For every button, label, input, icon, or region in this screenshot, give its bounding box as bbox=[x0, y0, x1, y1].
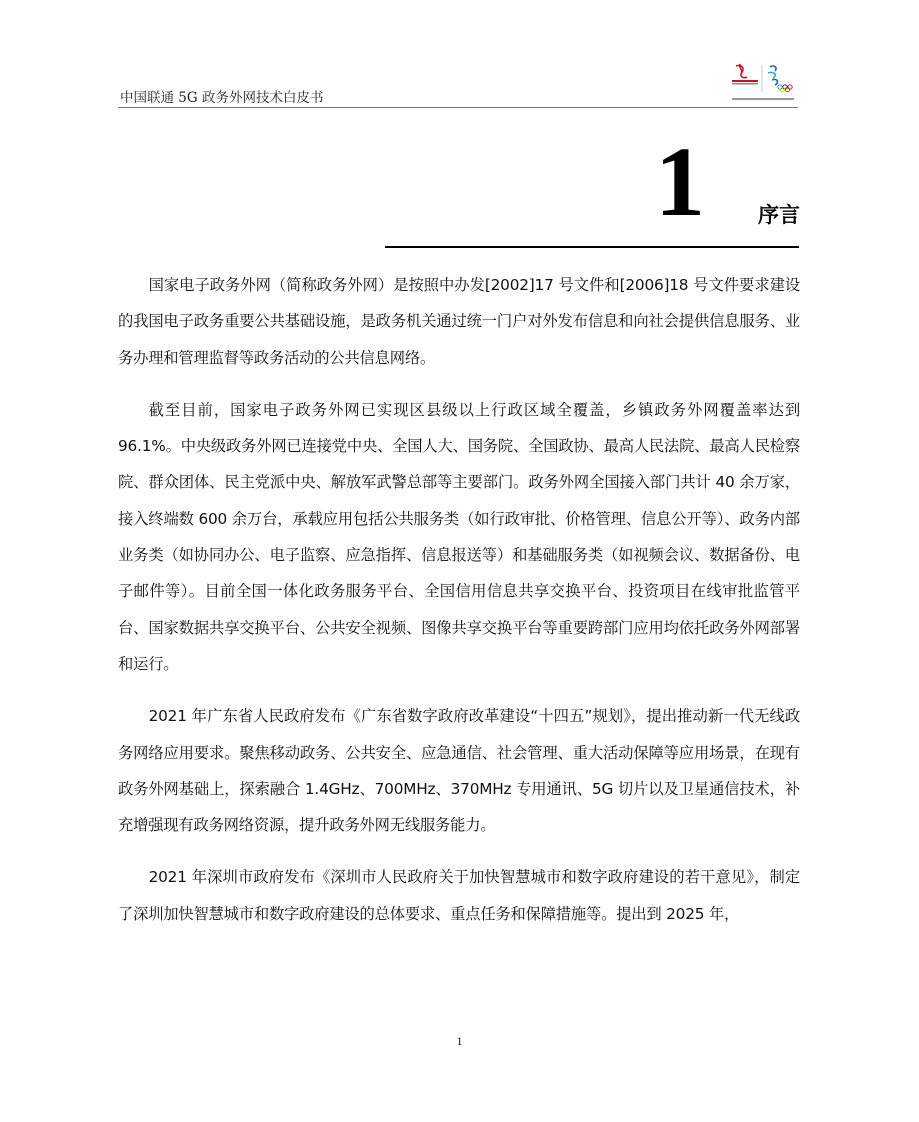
paragraph: 国家电子政务外网（简称政务外网）是按照中办发[2002]17 号文件和[2006]18 号文件要求建设的我国电子政务重要公共基础设施，是政务机关通过统一门户对外发布信息和向社会提供信息服务、业务办理和管理监督等政务活动的公共信息网络。 bbox=[118, 276, 800, 367]
chapter-number: 1 bbox=[655, 126, 705, 237]
paragraph: 2021 年广东省人民政府发布《广东省数字政府改革建设“十四五”规划》，提出推动新一代无线政务网络应用要求。聚焦移动政务、公共安全、应急通信、社会管理、重大活动保障等应用场景，在现有政务外网基础上，探索融合 1.4GHz、700MHz、370MHz 专用通讯、5G 切片以及卫星通信技术，补充增强现有政务网络资源，提升政务外网无线服务能力。 bbox=[118, 707, 800, 835]
header-divider bbox=[118, 107, 798, 108]
document-header-title: 中国联通 5G 政务外网技术白皮书 bbox=[120, 90, 324, 106]
chapter-title: 序言 bbox=[758, 203, 800, 227]
document-body bbox=[118, 267, 800, 948]
page-number: 1 bbox=[456, 1034, 463, 1048]
chapter-divider bbox=[385, 246, 799, 248]
china-unicom-olympic-logo bbox=[730, 62, 796, 104]
paragraph: 2021 年深圳市政府发布《深圳市人民政府关于加快智慧城市和数字政府建设的若干意见》，制定了深圳加快智慧城市和数字政府建设的总体要求、重点任务和保障措施等。提出到 2025 年， bbox=[118, 868, 800, 923]
paragraph: 截至目前，国家电子政务外网已实现区县级以上行政区域全覆盖，乡镇政务外网覆盖率达到 96.1%。中央级政务外网已连接党中央、全国人大、国务院、全国政协、最高人民法院、最高人民检察院、群众团体、民主党派中央、解放军武警总部等主要部门。政务外网全国接入部门共计 40 余万家，接入终端数 600 余万台，承载应用包括公共服务类（如行政审批、价格管理、信息公开等）、政务内部业务类（如协同办公、电子监察、应急指挥、信息报送等）和基础服务类（如视频会议、数据备份、电子邮件等）。目前全国一体化政务服务平台、全国信用信息共享交换平台、投资项目在线审批监管平台、国家数据共享交换平台、公共安全视频、图像共享交换平台等重要跨部门应用均依托政务外网部署和运行。 bbox=[118, 400, 800, 673]
